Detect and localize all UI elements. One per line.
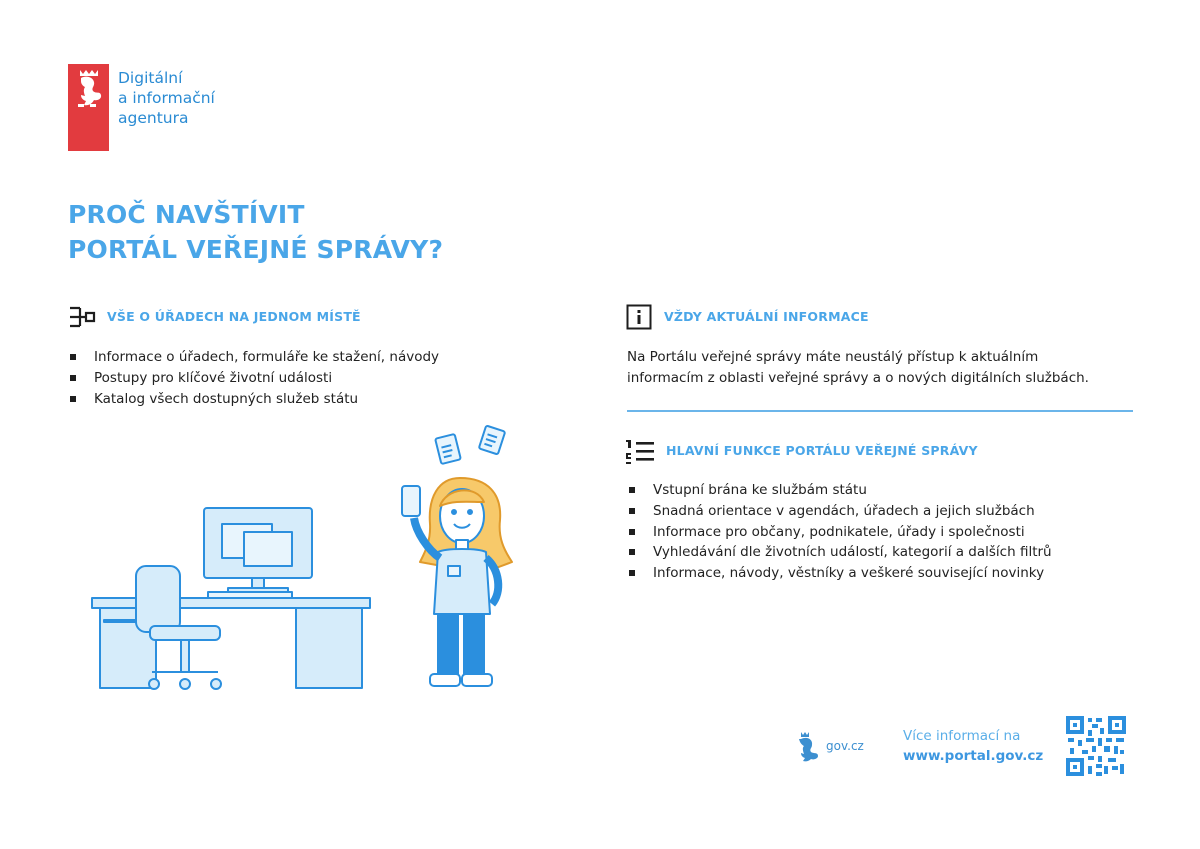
org-structure-icon <box>68 304 96 334</box>
logo-line-3: agentura <box>118 109 189 127</box>
info-icon <box>626 304 652 334</box>
offices-list <box>68 347 439 409</box>
functions-list <box>627 480 1052 584</box>
list-item: Katalog všech dostupných služeb státu <box>68 389 439 410</box>
gov-lion-icon <box>793 730 821 766</box>
list-item: Informace o úřadech, formuláře ke stažení, návody <box>68 347 439 368</box>
more-info-label: Více informací na <box>903 728 1021 744</box>
gov-cz-label: gov.cz <box>826 739 864 753</box>
logo-line-2: a informační <box>118 89 215 107</box>
desk-icon <box>92 598 370 608</box>
logo-line-1: Digitální <box>118 69 183 87</box>
phone-icon <box>402 486 420 516</box>
list-item: Snadná orientace v agendách, úřadech a jejich službách <box>627 501 1052 522</box>
office-illustration <box>88 420 528 700</box>
illustration <box>88 420 528 704</box>
list-item: Informace, návody, věstníky a veškeré související novinky <box>627 563 1052 584</box>
page-title-line-2: PORTÁL VEŘEJNÉ SPRÁVY? <box>68 235 444 264</box>
list-item: Informace pro občany, podnikatele, úřady i společnosti <box>627 522 1052 543</box>
list-item: Postupy pro klíčové životní události <box>68 368 439 389</box>
portal-url-link[interactable]: www.portal.gov.cz <box>903 748 1044 764</box>
section-title-functions: HLAVNÍ FUNKCE PORTÁLU VEŘEJNÉ SPRÁVY <box>666 443 978 458</box>
info-line-1: Na Portálu veřejné správy máte neustálý přístup k aktuálním <box>627 349 1039 365</box>
shirt-icon <box>434 549 490 614</box>
section-title-offices: VŠE O ÚŘADECH NA JEDNOM MÍSTĚ <box>107 309 361 324</box>
info-line-2: informacím z oblasti veřejné správy a o nových digitálních službách. <box>627 370 1089 386</box>
chair-icon <box>136 566 180 632</box>
section-divider <box>627 410 1133 412</box>
more-info <box>903 726 1043 766</box>
info-paragraph <box>627 347 1089 389</box>
dia-logo-text <box>118 68 215 128</box>
list-item: Vstupní brána ke službám státu <box>627 480 1052 501</box>
section-title-info: VŽDY AKTUÁLNÍ INFORMACE <box>664 309 869 324</box>
list-item: Vyhledávání dle životních událostí, kategorií a dalších filtrů <box>627 542 1052 563</box>
czech-lion-emblem-icon <box>68 64 109 151</box>
dia-logo-emblem <box>68 64 109 151</box>
qr-code-icon[interactable] <box>1066 716 1126 780</box>
numbered-list-icon <box>626 439 656 469</box>
page-title <box>68 197 443 267</box>
page-title-line-1: PROČ NAVŠTÍVIT <box>68 200 305 229</box>
